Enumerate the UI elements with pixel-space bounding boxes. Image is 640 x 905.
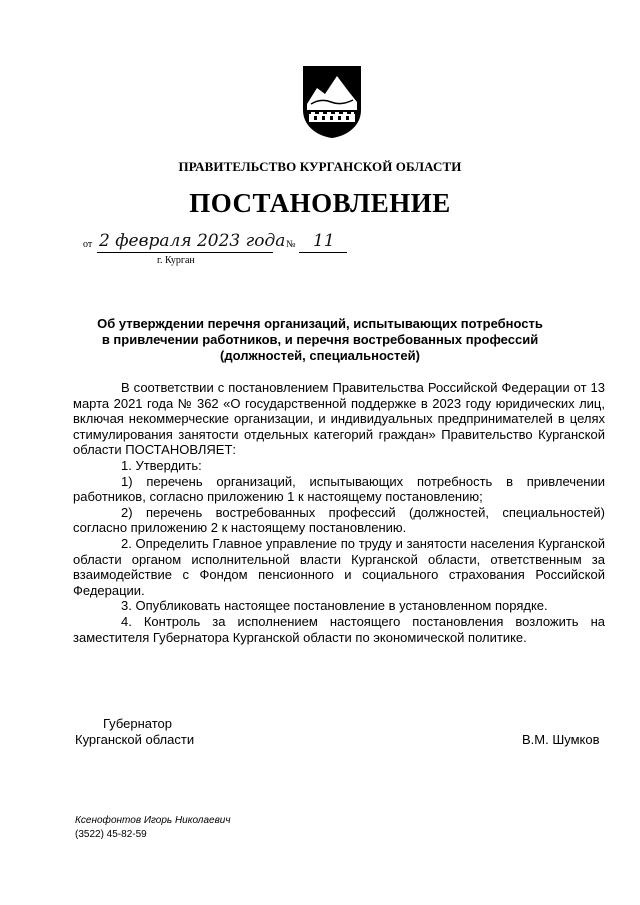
- subject-line: (должностей, специальностей): [220, 348, 420, 363]
- handwritten-number: 11: [313, 231, 335, 251]
- executor-name: Ксенофонтов Игорь Николаевич: [75, 815, 231, 826]
- dateline: [83, 231, 363, 271]
- document-type-title: ПОСТАНОВЛЕНИЕ: [189, 188, 451, 218]
- number-label: №: [286, 239, 296, 250]
- executor-phone: (3522) 45-82-59: [75, 829, 147, 840]
- body-paragraph: 1) перечень организаций, испытывающих потребность в привлечении работников, согласно приложению 1 к настоящему постановлению;: [73, 473, 605, 505]
- number-underline: [299, 252, 347, 253]
- date-underline: [97, 252, 273, 253]
- subject-line: в привлечении работников, и перечня востребованных профессий: [101, 332, 539, 347]
- signer-position: [75, 716, 194, 748]
- body-paragraph: 2) перечень востребованных профессий (должностей, специальностей) согласно приложению 2 к настоящему постановлению.: [73, 504, 605, 536]
- signer-name: В.М. Шумков: [522, 732, 600, 747]
- handwritten-date: 2 февраля 2023 года: [99, 231, 286, 251]
- document-subject: [60, 316, 580, 364]
- body-paragraph: 2. Определить Главное управление по труду и занятости населения Курганской области органом исполнительной власти Курганской области, ответственным за взаимодействие с Фондом пенсионного и социального страхования Российской Федерации.: [73, 535, 605, 598]
- from-label: от: [83, 239, 93, 250]
- body-paragraph-preamble: В соответствии с постановлением Правительства Российской Федерации от 13 марта 2021 года № 362 «О государственной поддержке в 2023 году юридических лиц, включая некоммерческие организации, и индивидуальных предпринимателей в целях стимулирования занятости отдельных категорий граждан» Правительство Курганской области ПОСТАНОВЛЯЕТ:: [73, 380, 605, 458]
- body-paragraph: 1. Утвердить:: [121, 457, 202, 473]
- body-paragraph: 3. Опубликовать настоящее постановление в установленном порядке.: [121, 598, 548, 614]
- coat-of-arms-icon: [301, 64, 363, 140]
- signer-position-line: Курганской области: [75, 732, 195, 747]
- signer-position-line: Губернатор: [103, 716, 172, 731]
- government-name: ПРАВИТЕЛЬСТВО КУРГАНСКОЙ ОБЛАСТИ: [178, 159, 462, 174]
- subject-line: Об утверждении перечня организаций, испытывающих потребность: [97, 316, 543, 331]
- city-label: г. Курган: [157, 255, 195, 266]
- body-paragraph: 4. Контроль за исполнением настоящего постановления возложить на заместителя Губернатора Курганской области по экономической политике.: [73, 613, 605, 645]
- document-body: [73, 380, 605, 645]
- executor-info: [75, 814, 231, 842]
